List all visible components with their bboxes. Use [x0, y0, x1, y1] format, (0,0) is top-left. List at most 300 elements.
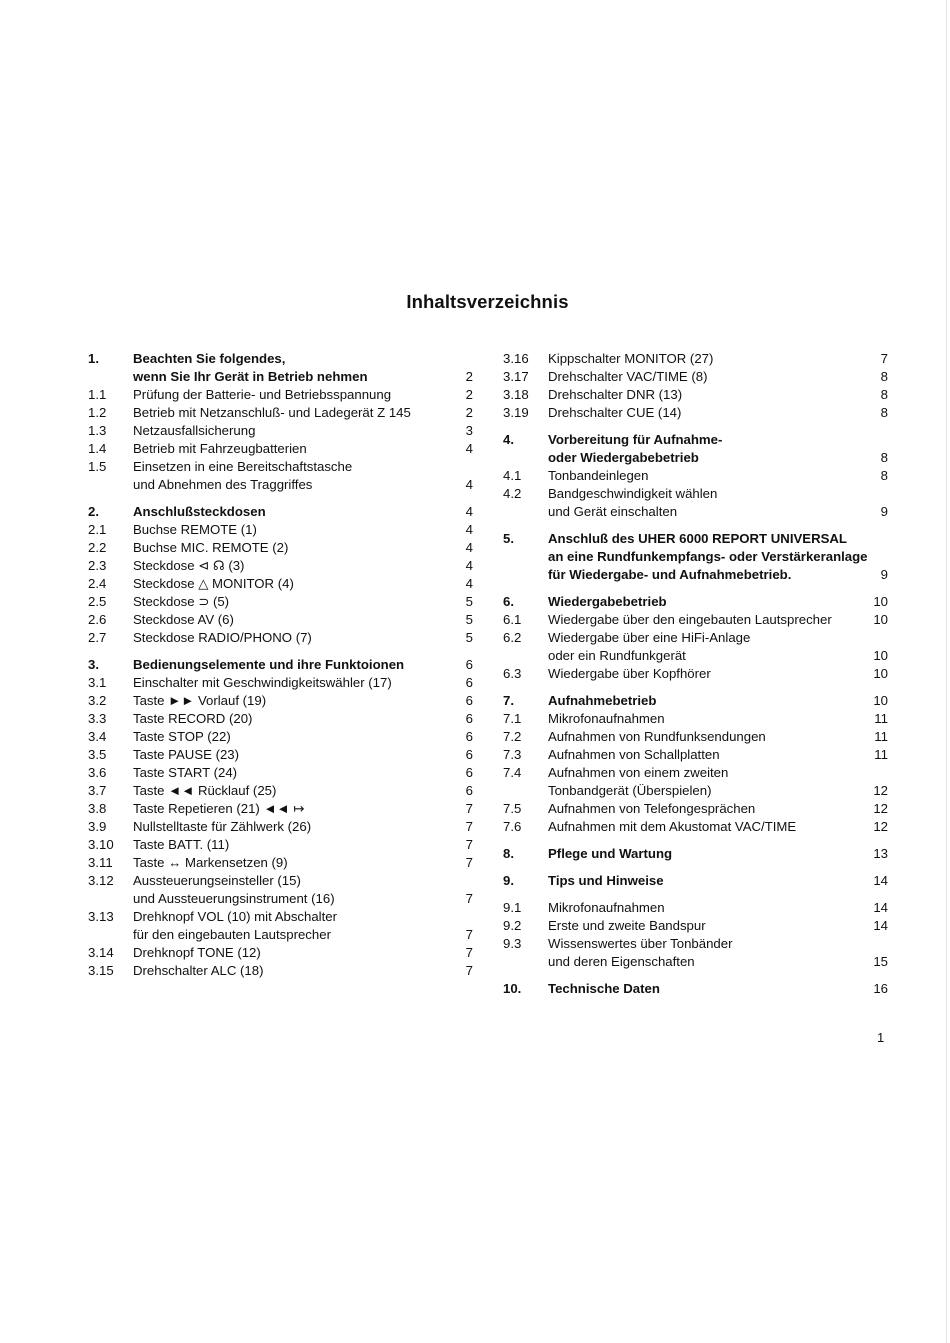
toc-page-number: 8 [880, 468, 888, 483]
toc-section-title: Steckdose AV (6) [133, 612, 234, 627]
toc-entry-line [88, 521, 473, 539]
toc-section-title: Einsetzen in eine Bereitschaftstasche [133, 459, 353, 474]
toc-page-number: 4 [465, 522, 473, 537]
toc-section-title: Drehschalter CUE (14) [548, 405, 682, 420]
toc-entry [88, 818, 473, 836]
toc-section-number: 3.3 [88, 711, 107, 726]
toc-entry-line [503, 404, 888, 422]
toc-entry-line [503, 782, 888, 800]
toc-page-number: 6 [465, 657, 473, 672]
toc-entry [88, 611, 473, 629]
toc-entry-line [503, 899, 888, 917]
toc-section-number: 6.3 [503, 666, 522, 681]
toc-page-number: 4 [465, 441, 473, 456]
toc-section-title: Anschlußsteckdosen [133, 504, 266, 519]
toc-entry-line [88, 674, 473, 692]
toc-entry [88, 872, 473, 908]
toc-entry [503, 431, 888, 467]
toc-section-number: 4.2 [503, 486, 522, 501]
toc-section-number: 1. [88, 351, 99, 366]
toc-page-number: 11 [874, 711, 888, 726]
toc-entry-line [503, 917, 888, 935]
toc-section-number: 5. [503, 531, 514, 546]
toc-page-number: 10 [873, 666, 888, 681]
toc-entry-line [88, 836, 473, 854]
toc-section-number: 3.1 [88, 675, 107, 690]
toc-section-number: 8. [503, 846, 514, 861]
toc-section-number: 2.6 [88, 612, 107, 627]
toc-section-title: Drehschalter DNR (13) [548, 387, 683, 402]
toc-entry-line [88, 368, 473, 386]
toc-page-number: 6 [465, 693, 473, 708]
toc-entry-line [503, 503, 888, 521]
toc-entry-line [88, 593, 473, 611]
toc-section-number: 3. [88, 657, 99, 672]
toc-entry [88, 746, 473, 764]
toc-section-number: 9.1 [503, 900, 522, 915]
scan-edge-line [946, 0, 947, 1343]
toc-entry [88, 854, 473, 872]
toc-entry-line [88, 944, 473, 962]
toc-section-number: 2.5 [88, 594, 107, 609]
toc-page-number: 2 [465, 405, 473, 420]
toc-entry-line [88, 854, 473, 872]
toc-page-number: 6 [465, 729, 473, 744]
toc-section-title: an eine Rundfunkempfangs- oder Verstärkeranlage [548, 549, 868, 564]
toc-entry [503, 818, 888, 836]
toc-section-title: oder Wiedergabebetrieb [548, 450, 699, 465]
toc-page-number: 7 [465, 945, 473, 960]
toc-entry-line [503, 449, 888, 467]
toc-entry [503, 611, 888, 629]
toc-entry-line [88, 350, 473, 368]
toc-section-title: Aufnahmen von Schallplatten [548, 747, 720, 762]
toc-entry-line [88, 692, 473, 710]
toc-entry-line [88, 890, 473, 908]
toc-page-number: 10 [873, 648, 888, 663]
toc-section-title: Steckdose △ MONITOR (4) [133, 576, 294, 591]
toc-section-number: 3.16 [503, 351, 529, 366]
toc-entry-line [503, 485, 888, 503]
toc-column-left [88, 350, 473, 980]
toc-page-number: 7 [465, 963, 473, 978]
toc-section-title: Wissenswertes über Tonbänder [548, 936, 733, 951]
toc-page-number: 14 [873, 900, 888, 915]
toc-entry [88, 440, 473, 458]
toc-section-title: und Gerät einschalten [548, 504, 678, 519]
toc-entry [88, 764, 473, 782]
toc-section-title: Taste BATT. (11) [133, 837, 230, 852]
toc-section-number: 6. [503, 594, 514, 609]
toc-page-number: 7 [880, 351, 888, 366]
toc-entry-line [503, 647, 888, 665]
toc-entry [88, 710, 473, 728]
toc-section-number: 4. [503, 432, 514, 447]
toc-section-title: Prüfung der Batterie- und Betriebsspannung [133, 387, 392, 402]
toc-entry [503, 935, 888, 971]
toc-entry-line [503, 593, 888, 611]
toc-page-number: 5 [465, 594, 473, 609]
toc-section-title: Drehschalter VAC/TIME (8) [548, 369, 708, 384]
toc-section-number: 1.1 [88, 387, 107, 402]
toc-section-title: und deren Eigenschaften [548, 954, 695, 969]
toc-section-number: 2.7 [88, 630, 107, 645]
toc-entry-line [503, 692, 888, 710]
toc-entry-line [503, 764, 888, 782]
toc-section-number: 3.10 [88, 837, 114, 852]
toc-entry [88, 656, 473, 674]
toc-section-title: Tips und Hinweise [548, 873, 664, 888]
toc-section-title: oder ein Rundfunkgerät [548, 648, 686, 663]
toc-entry-line [88, 746, 473, 764]
toc-entry-line [88, 422, 473, 440]
toc-page-number: 6 [465, 711, 473, 726]
toc-section-title: Aussteuerungseinsteller (15) [133, 873, 301, 888]
toc-section-number: 3.19 [503, 405, 529, 420]
toc-page-number: 7 [465, 855, 473, 870]
toc-section-number: 3.6 [88, 765, 107, 780]
toc-entry [503, 530, 888, 584]
toc-section-title: Taste PAUSE (23) [133, 747, 240, 762]
toc-section-title: Wiedergabe über eine HiFi-Anlage [548, 630, 751, 645]
toc-entry [88, 521, 473, 539]
toc-entry [88, 404, 473, 422]
toc-page-number: 12 [873, 819, 888, 834]
toc-section-number: 3.12 [88, 873, 114, 888]
toc-page-number: 9 [880, 567, 888, 582]
toc-entry-line [503, 710, 888, 728]
toc-section-number: 3.17 [503, 369, 529, 384]
toc-section-title: Steckdose ⊃ (5) [133, 594, 230, 609]
toc-page-number: 7 [465, 837, 473, 852]
toc-section-title: und Abnehmen des Traggriffes [133, 477, 313, 492]
toc-section-title: Steckdose RADIO/PHONO (7) [133, 630, 312, 645]
toc-entry-line [88, 503, 473, 521]
toc-entry-line [503, 431, 888, 449]
toc-section-number: 6.1 [503, 612, 522, 627]
toc-page-number: 14 [873, 873, 888, 888]
toc-section-title: Nullstelltaste für Zählwerk (26) [133, 819, 312, 834]
toc-section-number: 6.2 [503, 630, 522, 645]
toc-section-number: 10. [503, 981, 522, 996]
toc-entry [88, 962, 473, 980]
toc-page-number: 4 [465, 540, 473, 555]
toc-page-number: 10 [873, 594, 888, 609]
toc-entry [503, 845, 888, 863]
toc-entry-line [88, 710, 473, 728]
toc-section-number: 3.15 [88, 963, 114, 978]
toc-entry [88, 674, 473, 692]
toc-section-title: Wiedergabe über Kopfhörer [548, 666, 711, 681]
toc-section-title: Taste ◄◄ Rücklauf (25) [133, 783, 277, 798]
toc-page-number: 2 [465, 387, 473, 402]
toc-entry-line [503, 629, 888, 647]
toc-section-title: Drehschalter ALC (18) [133, 963, 264, 978]
toc-entry-line [88, 728, 473, 746]
toc-entry [88, 350, 473, 386]
toc-entry [88, 836, 473, 854]
toc-page-number: 15 [873, 954, 888, 969]
toc-entry [88, 908, 473, 944]
toc-entry-line [88, 908, 473, 926]
toc-section-title: Aufnahmen von einem zweiten [548, 765, 729, 780]
toc-entry-line [503, 980, 888, 998]
toc-page-number: 3 [465, 423, 473, 438]
toc-entry-line [88, 656, 473, 674]
toc-entry [503, 485, 888, 521]
toc-section-title: Mikrofonaufnahmen [548, 900, 665, 915]
toc-entry-line [88, 764, 473, 782]
toc-section-number: 2.4 [88, 576, 107, 591]
toc-section-number: 7.6 [503, 819, 522, 834]
toc-section-title: Netzausfallsicherung [133, 423, 256, 438]
toc-section-number: 3.2 [88, 693, 107, 708]
toc-page-number: 7 [465, 927, 473, 942]
toc-entry-line [88, 926, 473, 944]
toc-entry [503, 728, 888, 746]
toc-entry [88, 692, 473, 710]
toc-entry [503, 404, 888, 422]
toc-section-title: Taste START (24) [133, 765, 238, 780]
toc-entry-line [503, 845, 888, 863]
toc-section-title: und Aussteuerungsinstrument (16) [133, 891, 335, 906]
toc-page-number: 6 [465, 783, 473, 798]
toc-entry-line [88, 539, 473, 557]
toc-entry-line [503, 728, 888, 746]
toc-entry [503, 746, 888, 764]
toc-section-title: für den eingebauten Lautsprecher [133, 927, 331, 942]
toc-page-number: 8 [880, 369, 888, 384]
toc-entry-line [88, 818, 473, 836]
toc-section-number: 7. [503, 693, 514, 708]
toc-entry-line [503, 530, 888, 548]
toc-page-number: 13 [873, 846, 888, 861]
toc-entry [88, 422, 473, 440]
toc-entry [503, 593, 888, 611]
toc-section-title: Tonbandgerät (Überspielen) [548, 783, 712, 798]
toc-entry [503, 710, 888, 728]
toc-entry [503, 800, 888, 818]
toc-entry-line [503, 386, 888, 404]
toc-section-title: Taste RECORD (20) [133, 711, 253, 726]
toc-entry-line [503, 953, 888, 971]
toc-section-number: 4.1 [503, 468, 522, 483]
toc-section-title: wenn Sie Ihr Gerät in Betrieb nehmen [133, 369, 368, 384]
toc-entry [88, 503, 473, 521]
toc-entry [88, 800, 473, 818]
toc-page-number: 7 [465, 819, 473, 834]
toc-section-number: 1.5 [88, 459, 107, 474]
toc-section-number: 7.1 [503, 711, 522, 726]
toc-entry-line [503, 548, 888, 566]
toc-section-number: 2.2 [88, 540, 107, 555]
toc-entry [503, 386, 888, 404]
toc-entry-line [88, 476, 473, 494]
toc-entry-line [88, 386, 473, 404]
toc-entry [503, 872, 888, 890]
toc-section-number: 1.3 [88, 423, 107, 438]
toc-page-number: 4 [465, 504, 473, 519]
toc-page-number: 16 [873, 981, 888, 996]
toc-section-title: Aufnahmen von Rundfunksendungen [548, 729, 766, 744]
toc-entry-line [88, 440, 473, 458]
toc-section-number: 3.9 [88, 819, 107, 834]
toc-entry-line [88, 458, 473, 476]
toc-entry-line [503, 665, 888, 683]
toc-section-title: Technische Daten [548, 981, 660, 996]
toc-page-number: 5 [465, 630, 473, 645]
toc-entry-line [88, 404, 473, 422]
toc-entry [503, 764, 888, 800]
toc-section-number: 3.4 [88, 729, 107, 744]
toc-section-title: Taste Repetieren (21) ◄◄ ↦ [133, 801, 305, 816]
toc-section-number: 3.5 [88, 747, 107, 762]
toc-section-number: 3.14 [88, 945, 114, 960]
toc-entry-line [503, 800, 888, 818]
toc-page-number: 8 [880, 405, 888, 420]
toc-section-title: Mikrofonaufnahmen [548, 711, 665, 726]
toc-section-number: 2. [88, 504, 99, 519]
toc-section-number: 7.4 [503, 765, 522, 780]
toc-section-number: 9.2 [503, 918, 522, 933]
toc-section-title: Aufnahmen mit dem Akustomat VAC/TIME [548, 819, 797, 834]
toc-entry [503, 665, 888, 683]
toc-page-number: 14 [873, 918, 888, 933]
toc-entry-line [503, 368, 888, 386]
toc-entry-line [88, 962, 473, 980]
toc-entry-line [503, 872, 888, 890]
toc-entry-line [88, 629, 473, 647]
toc-section-title: Buchse REMOTE (1) [133, 522, 257, 537]
toc-entry [503, 350, 888, 368]
toc-page-number: 12 [873, 783, 888, 798]
toc-entry-line [503, 611, 888, 629]
toc-page-number: 10 [873, 693, 888, 708]
toc-entry [88, 782, 473, 800]
toc-entry-line [503, 350, 888, 368]
toc-entry [88, 593, 473, 611]
toc-section-title: Steckdose ⊲ ☊ (3) [133, 558, 245, 573]
toc-section-number: 7.5 [503, 801, 522, 816]
toc-section-number: 2.1 [88, 522, 107, 537]
toc-section-title: Betrieb mit Netzanschluß- und Ladegerät Z 145 [133, 405, 411, 420]
toc-page-number: 11 [874, 729, 888, 744]
toc-section-title: Taste ↔ Markensetzen (9) [133, 855, 288, 870]
toc-page-number: 8 [880, 450, 888, 465]
toc-entry [503, 899, 888, 917]
toc-section-title: Tonbandeinlegen [548, 468, 649, 483]
toc-entry [88, 539, 473, 557]
toc-section-title: Beachten Sie folgendes, [133, 351, 286, 366]
toc-page-number: 7 [465, 801, 473, 816]
toc-section-number: 3.13 [88, 909, 114, 924]
toc-section-title: Bedienungselemente und ihre Funktoionen [133, 657, 405, 672]
toc-page-number: 4 [465, 576, 473, 591]
toc-entry-line [88, 782, 473, 800]
toc-entry-line [88, 872, 473, 890]
toc-section-number: 9. [503, 873, 514, 888]
toc-section-title: Taste ►► Vorlauf (19) [133, 693, 267, 708]
toc-section-title: Drehknopf TONE (12) [133, 945, 261, 960]
toc-section-title: Aufnahmebetrieb [548, 693, 657, 708]
toc-section-title: Betrieb mit Fahrzeugbatterien [133, 441, 307, 456]
toc-page-number: 6 [465, 747, 473, 762]
toc-entry-line [88, 557, 473, 575]
toc-section-number: 7.2 [503, 729, 522, 744]
toc-section-title: Einschalter mit Geschwindigkeitswähler (17) [133, 675, 392, 690]
toc-section-title: Vorbereitung für Aufnahme- [548, 432, 723, 447]
toc-section-title: Aufnahmen von Telefongesprächen [548, 801, 756, 816]
toc-entry [503, 917, 888, 935]
toc-section-title: für Wiedergabe- und Aufnahmebetrieb. [548, 567, 792, 582]
toc-section-title: Pflege und Wartung [548, 846, 673, 861]
toc-page-number: 6 [465, 765, 473, 780]
toc-entry-line [503, 818, 888, 836]
toc-section-title: Buchse MIC. REMOTE (2) [133, 540, 289, 555]
toc-section-number: 3.7 [88, 783, 107, 798]
toc-page-number: 4 [465, 477, 473, 492]
toc-section-number: 9.3 [503, 936, 522, 951]
toc-entry [503, 467, 888, 485]
toc-section-number: 1.4 [88, 441, 107, 456]
toc-page-number: 4 [465, 558, 473, 573]
toc-entry-line [503, 935, 888, 953]
toc-page-number: 7 [465, 891, 473, 906]
toc-section-number: 3.18 [503, 387, 529, 402]
toc-entry [503, 368, 888, 386]
toc-section-title: Taste STOP (22) [133, 729, 231, 744]
toc-page-number: 10 [873, 612, 888, 627]
toc-entry-line [88, 575, 473, 593]
toc-section-number: 2.3 [88, 558, 107, 573]
toc-page-number: 9 [880, 504, 888, 519]
toc-section-title: Drehknopf VOL (10) mit Abschalter [133, 909, 338, 924]
toc-entry-line [88, 611, 473, 629]
toc-section-number: 3.8 [88, 801, 107, 816]
toc-entry-line [503, 467, 888, 485]
toc-entry-line [88, 800, 473, 818]
toc-entry [503, 629, 888, 665]
toc-entry [88, 386, 473, 404]
toc-page-number: 2 [465, 369, 473, 384]
toc-entry [88, 458, 473, 494]
toc-entry [88, 944, 473, 962]
toc-section-title: Bandgeschwindigkeit wählen [548, 486, 718, 501]
toc-page-number: 5 [465, 612, 473, 627]
toc-column-right [503, 350, 888, 998]
toc-section-number: 7.3 [503, 747, 522, 762]
toc-page-number: 11 [874, 747, 888, 762]
toc-section-number: 1.2 [88, 405, 107, 420]
toc-entry-line [503, 746, 888, 764]
toc-entry [88, 629, 473, 647]
toc-entry [88, 557, 473, 575]
toc-page-number: 8 [880, 387, 888, 402]
toc-entry [88, 575, 473, 593]
page-title: Inhaltsverzeichnis [406, 291, 569, 312]
toc-entry [503, 980, 888, 998]
toc-page-number: 6 [465, 675, 473, 690]
toc-section-title: Erste und zweite Bandspur [548, 918, 706, 933]
toc-entry [503, 692, 888, 710]
page-number: 1 [877, 1030, 885, 1045]
toc-section-title: Kippschalter MONITOR (27) [548, 351, 714, 366]
toc-section-number: 3.11 [88, 855, 113, 870]
toc-section-title: Wiedergabebetrieb [548, 594, 667, 609]
toc-page-number: 12 [873, 801, 888, 816]
toc-entry-line [503, 566, 888, 584]
toc-entry [88, 728, 473, 746]
